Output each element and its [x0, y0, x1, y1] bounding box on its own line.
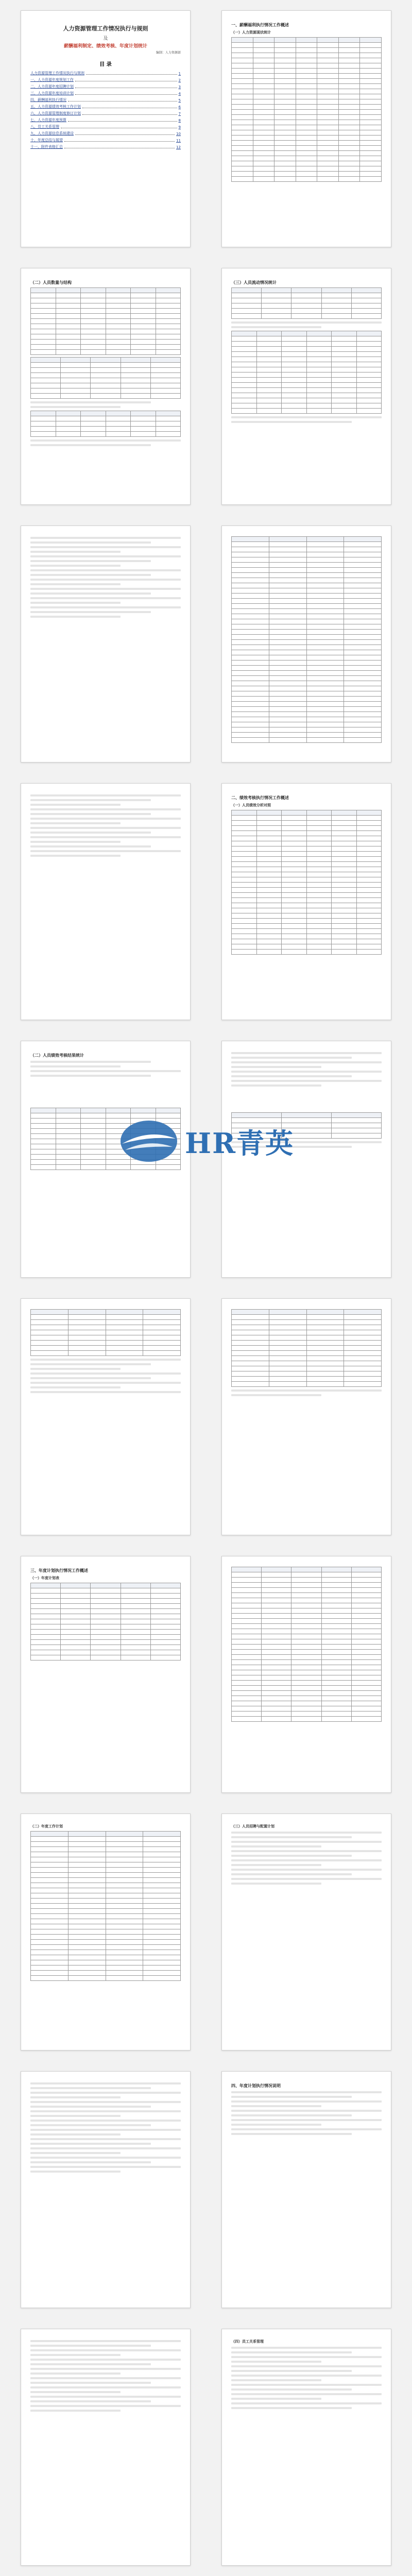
page-10 [221, 1041, 391, 1278]
toc-item[interactable]: 一、人力资源年度规划工作 2 [30, 78, 181, 82]
text-line [231, 1850, 382, 1852]
toc-list [30, 71, 181, 149]
text-line [30, 2147, 181, 2149]
text-line [231, 1071, 382, 1073]
text-line [231, 2365, 382, 2367]
text-line [30, 2405, 181, 2407]
text-line [231, 2407, 352, 2409]
text-line [30, 579, 181, 581]
text-line [231, 2375, 382, 2377]
text-line [30, 611, 151, 613]
page-7 [21, 783, 191, 1020]
data-table [30, 1309, 181, 1356]
page-17 [21, 2071, 191, 2308]
text-line [231, 1141, 382, 1143]
page-4 [221, 268, 391, 505]
text-line [30, 841, 121, 843]
text-line [30, 813, 151, 815]
text-line [231, 2091, 382, 2093]
text-line [30, 2101, 181, 2103]
text-line [30, 808, 181, 810]
text-line [30, 1372, 181, 1375]
page-8 [221, 783, 391, 1020]
section-heading: （二）人员数量与结构 [30, 280, 72, 285]
data-table [30, 1108, 181, 1170]
text-line [30, 2400, 151, 2402]
toc-item[interactable]: 四、薪酬福利执行情况 5 [30, 98, 181, 103]
text-line [231, 1146, 352, 1148]
section-subheading: （一）人力资源现状统计 [231, 30, 271, 35]
text-line [231, 1855, 352, 1857]
section-subheading: （三）人员招聘与配置计划 [231, 1824, 274, 1828]
text-line [231, 2351, 352, 2353]
text-line [30, 799, 151, 801]
text-line [231, 1080, 382, 1082]
page-19 [21, 2329, 191, 2566]
data-table [231, 331, 382, 414]
text-line [231, 416, 382, 418]
text-line [30, 574, 151, 576]
text-line [30, 1377, 151, 1379]
text-line [30, 1065, 121, 1067]
text-line [30, 406, 121, 408]
text-line [30, 855, 121, 857]
text-line [30, 1382, 181, 1384]
text-line [30, 569, 181, 571]
text-line [30, 827, 181, 829]
toc-item[interactable]: 十一、附件表格汇总 12 [30, 145, 181, 149]
text-line [30, 1061, 151, 1063]
text-line [231, 1084, 321, 1087]
text-line [231, 2105, 321, 2107]
text-line [30, 836, 181, 838]
text-line [30, 2391, 121, 2393]
text-line [30, 2143, 151, 2145]
page-13 [21, 1556, 191, 1793]
text-line [231, 2128, 382, 2130]
text-line [231, 2347, 382, 2349]
page-15 [21, 1814, 191, 2050]
text-line [30, 2396, 181, 2398]
page-3 [21, 268, 191, 505]
text-line [30, 2138, 181, 2140]
text-line [30, 537, 181, 539]
text-line [231, 1841, 382, 1843]
text-line [30, 1070, 181, 1072]
text-line [30, 597, 181, 599]
text-line [231, 1066, 321, 1068]
page-6 [221, 526, 391, 762]
text-line [231, 2096, 352, 2098]
text-line [30, 2340, 181, 2342]
text-line [231, 1394, 321, 1396]
text-line [231, 2119, 382, 2121]
data-table [231, 1309, 382, 1387]
text-line [30, 2092, 181, 2094]
data-table [30, 287, 181, 355]
text-line [30, 560, 151, 562]
text-line [30, 794, 181, 796]
text-line [231, 1845, 321, 1848]
section-heading: 四、年度计划执行情况说明 [231, 2083, 281, 2088]
text-line [30, 2386, 181, 2388]
text-line [231, 2133, 352, 2135]
text-line [30, 2171, 121, 2173]
text-line [30, 818, 181, 820]
text-line [30, 565, 121, 567]
text-line [30, 2363, 151, 2365]
toc-item[interactable]: 二、人力资源年度招聘计划 3 [30, 84, 181, 89]
toc-item[interactable]: 十、年度总结与展望 11 [30, 138, 181, 143]
text-line [231, 1859, 382, 1861]
section-heading: 二、绩效考核执行情况工作概述 [231, 795, 289, 800]
page-9 [21, 1041, 191, 1278]
text-line [30, 2157, 181, 2159]
section-subheading: （四）员工关系管理 [231, 2340, 264, 2344]
page-16 [221, 1814, 391, 2050]
text-line [30, 2087, 151, 2089]
text-line [231, 2402, 382, 2404]
data-table [231, 287, 382, 319]
text-line [30, 583, 121, 585]
text-line [30, 588, 181, 590]
text-line [30, 822, 121, 824]
section-heading: 一、薪酬福利执行情况工作概述 [231, 23, 289, 27]
section-subheading: （一）人员绩效分析对照 [231, 803, 271, 807]
logo-text: HR青英 [185, 1126, 294, 1160]
text-line [231, 321, 382, 324]
text-line [30, 2166, 181, 2168]
data-table [231, 37, 382, 182]
data-table [30, 357, 181, 399]
text-line [30, 616, 121, 618]
text-line [30, 2368, 181, 2370]
text-line [231, 1883, 321, 1885]
text-line [231, 1061, 382, 1063]
page-12 [221, 1298, 391, 1535]
section-subheading: （二）年度工作计划 [30, 1824, 63, 1828]
text-line [30, 2106, 151, 2108]
text-line [231, 2398, 321, 2400]
text-line [231, 1864, 321, 1866]
text-line [30, 555, 181, 557]
text-line [30, 2161, 151, 2163]
page-5 [21, 526, 191, 762]
toc-item[interactable]: 五、人力资源绩效考核工作计划 6 [30, 105, 181, 109]
data-table [231, 536, 382, 743]
text-line [231, 326, 321, 328]
text-line [30, 2359, 181, 2361]
text-line [30, 2372, 121, 2375]
section-heading: 三、年度计划执行情况工作概述 [30, 1568, 88, 1573]
toc-item[interactable]: 人力资源管理工作情况执行与规则 1 [30, 71, 181, 76]
section-heading: （二）人员绩效考核结果统计 [30, 1053, 84, 1058]
text-line [231, 1869, 382, 1871]
text-line [231, 2384, 382, 2386]
page-18 [221, 2071, 391, 2308]
text-line [30, 2349, 181, 2351]
text-line [30, 1075, 151, 1077]
text-line [30, 606, 181, 608]
text-line [30, 541, 151, 544]
toc-item[interactable]: 九、人力资源信息系统建设 10 [30, 131, 181, 136]
text-line [231, 2114, 352, 2116]
text-line [231, 1836, 352, 1838]
text-line [231, 1389, 382, 1392]
text-line [231, 2356, 382, 2358]
text-line [231, 1878, 382, 1880]
text-line [30, 850, 181, 852]
text-line [30, 2096, 121, 2098]
data-table [231, 810, 382, 955]
text-line [30, 2133, 121, 2136]
document-subtitle: 及 [103, 36, 108, 41]
text-line [30, 1359, 181, 1361]
page-14 [221, 1556, 391, 1793]
text-line [30, 444, 151, 446]
text-line [30, 1363, 151, 1365]
document-red-line: 薪酬福利制定、绩效考核、年度计划统计 [63, 44, 147, 49]
data-table [231, 1567, 382, 1722]
text-line [231, 2110, 382, 2112]
text-line [30, 592, 151, 595]
text-line [30, 2124, 151, 2126]
text-line [30, 2129, 181, 2131]
toc-item[interactable]: 六、人力资源管理制度修订计划 7 [30, 111, 181, 116]
text-line [30, 1368, 121, 1370]
text-line [30, 401, 151, 403]
text-line [231, 1052, 382, 1054]
toc-item[interactable]: 三、人力资源年度培训计划 4 [30, 91, 181, 96]
text-line [30, 2152, 121, 2154]
text-line [231, 1057, 352, 1059]
text-line [30, 2354, 121, 2356]
section-heading: （三）人员流动情况统计 [231, 280, 277, 285]
toc-title: 目 录 [99, 62, 112, 67]
text-line [30, 2120, 181, 2122]
text-line [231, 2379, 321, 2381]
data-table [30, 411, 181, 437]
text-line [30, 2345, 151, 2347]
text-line [30, 845, 151, 848]
text-line [30, 2377, 181, 2379]
text-line [30, 1391, 181, 1393]
text-line [231, 2393, 382, 2395]
text-line [231, 1075, 352, 1077]
text-line [30, 439, 181, 442]
text-line [231, 421, 352, 423]
text-line [30, 2382, 151, 2384]
text-line [231, 2124, 321, 2126]
document-title: 人力资源管理工作情况执行与规则 [63, 25, 148, 32]
text-line [30, 2410, 121, 2412]
text-line [30, 551, 121, 553]
data-table [231, 1112, 382, 1139]
text-line [30, 804, 121, 806]
page-cover [21, 10, 191, 247]
text-line [231, 1832, 382, 1834]
toc-item[interactable]: 八、员工关系管理 9 [30, 125, 181, 129]
text-line [231, 2370, 352, 2372]
data-table [30, 1831, 181, 1981]
text-line [30, 2110, 181, 2112]
text-line [231, 1873, 352, 1875]
text-line [30, 602, 121, 604]
text-line [30, 2082, 181, 2084]
page-2 [221, 10, 391, 247]
document-small-line: 编制：人力资源部 [156, 51, 181, 55]
text-line [30, 1386, 121, 1388]
section-subheading: （一）年度计划表 [30, 1576, 59, 1580]
text-line [30, 2115, 121, 2117]
text-line [231, 2361, 321, 2363]
text-line [231, 2388, 352, 2391]
text-line [30, 546, 181, 548]
page-11 [21, 1298, 191, 1535]
text-line [231, 2100, 382, 2103]
page-20 [221, 2329, 391, 2566]
text-line [30, 832, 151, 834]
data-table [30, 1583, 181, 1660]
toc-item[interactable]: 七、人力资源年度预算 8 [30, 118, 181, 123]
